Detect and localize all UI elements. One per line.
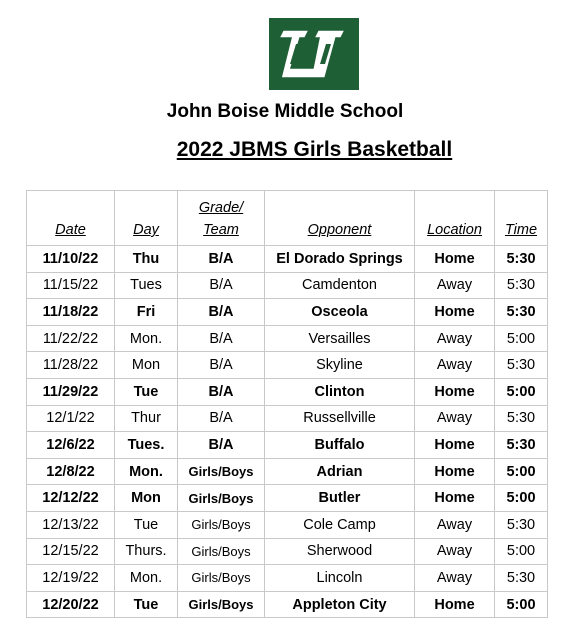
cell-time: 5:00 <box>495 325 548 352</box>
header-location: Location <box>415 191 495 246</box>
cell-opponent: Osceola <box>265 299 415 326</box>
school-logo <box>269 18 359 90</box>
cell-location: Away <box>415 565 495 592</box>
cell-location: Home <box>415 432 495 459</box>
cell-time: 5:30 <box>495 246 548 273</box>
cell-location: Away <box>415 511 495 538</box>
cell-time: 5:30 <box>495 565 548 592</box>
cell-opponent: Lincoln <box>265 565 415 592</box>
cell-team: Girls/Boys <box>178 565 265 592</box>
cell-day: Tue <box>115 378 178 405</box>
cell-opponent: Appleton City <box>265 591 415 618</box>
cell-date: 12/13/22 <box>27 511 115 538</box>
header-grade-team: Grade/ Team <box>178 191 265 246</box>
cell-time: 5:30 <box>495 511 548 538</box>
table-row <box>27 325 548 352</box>
cell-opponent: Cole Camp <box>265 511 415 538</box>
cell-opponent: Adrian <box>265 458 415 485</box>
cell-day: Tue <box>115 591 178 618</box>
cell-day: Mon. <box>115 325 178 352</box>
cell-day: Thurs. <box>115 538 178 565</box>
cell-day: Mon <box>115 352 178 379</box>
cell-team: Girls/Boys <box>178 511 265 538</box>
header-row <box>27 191 548 246</box>
cell-time: 5:00 <box>495 458 548 485</box>
cell-opponent: Sherwood <box>265 538 415 565</box>
cell-date: 12/12/22 <box>27 485 115 512</box>
cell-opponent: Camdenton <box>265 272 415 299</box>
cell-location: Away <box>415 352 495 379</box>
schedule-body <box>27 246 548 618</box>
header-date: Date <box>27 191 115 246</box>
table-row <box>27 299 548 326</box>
table-row <box>27 538 548 565</box>
cell-opponent: Buffalo <box>265 432 415 459</box>
cell-day: Mon. <box>115 565 178 592</box>
cell-day: Mon. <box>115 458 178 485</box>
table-row <box>27 352 548 379</box>
cell-location: Away <box>415 272 495 299</box>
cell-time: 5:30 <box>495 272 548 299</box>
cell-team: B/A <box>178 325 265 352</box>
table-row <box>27 591 548 618</box>
cell-location: Home <box>415 378 495 405</box>
cell-day: Thur <box>115 405 178 432</box>
cell-day: Tues. <box>115 432 178 459</box>
header-day: Day <box>115 191 178 246</box>
header-time: Time <box>495 191 548 246</box>
cell-opponent: El Dorado Springs <box>265 246 415 273</box>
header-opponent: Opponent <box>265 191 415 246</box>
cell-date: 12/20/22 <box>27 591 115 618</box>
cell-date: 11/15/22 <box>27 272 115 299</box>
table-row <box>27 565 548 592</box>
cell-opponent: Butler <box>265 485 415 512</box>
table-row <box>27 272 548 299</box>
cell-team: Girls/Boys <box>178 485 265 512</box>
cell-time: 5:00 <box>495 538 548 565</box>
cell-date: 11/29/22 <box>27 378 115 405</box>
cell-date: 11/18/22 <box>27 299 115 326</box>
table-row <box>27 485 548 512</box>
cell-opponent: Russellville <box>265 405 415 432</box>
cell-location: Away <box>415 325 495 352</box>
cell-location: Away <box>415 538 495 565</box>
cell-day: Thu <box>115 246 178 273</box>
cell-date: 12/1/22 <box>27 405 115 432</box>
jw-logo-icon <box>269 18 359 90</box>
cell-opponent: Versailles <box>265 325 415 352</box>
cell-team: Girls/Boys <box>178 591 265 618</box>
cell-time: 5:30 <box>495 299 548 326</box>
cell-location: Home <box>415 591 495 618</box>
cell-date: 11/22/22 <box>27 325 115 352</box>
cell-location: Home <box>415 246 495 273</box>
cell-opponent: Clinton <box>265 378 415 405</box>
table-row <box>27 458 548 485</box>
cell-date: 11/28/22 <box>27 352 115 379</box>
cell-day: Tues <box>115 272 178 299</box>
cell-location: Home <box>415 299 495 326</box>
cell-team: Girls/Boys <box>178 538 265 565</box>
table-row <box>27 511 548 538</box>
cell-day: Mon <box>115 485 178 512</box>
table-row <box>27 432 548 459</box>
cell-team: B/A <box>178 432 265 459</box>
cell-date: 12/15/22 <box>27 538 115 565</box>
cell-team: B/A <box>178 378 265 405</box>
schedule-table <box>26 190 548 618</box>
schedule-title: 2022 JBMS Girls Basketball <box>176 138 453 161</box>
cell-team: B/A <box>178 246 265 273</box>
table-row <box>27 246 548 273</box>
school-name: John Boise Middle School <box>166 101 404 122</box>
cell-day: Fri <box>115 299 178 326</box>
cell-team: B/A <box>178 272 265 299</box>
cell-date: 12/6/22 <box>27 432 115 459</box>
table-row <box>27 405 548 432</box>
cell-day: Tue <box>115 511 178 538</box>
cell-location: Away <box>415 405 495 432</box>
cell-time: 5:00 <box>495 591 548 618</box>
cell-time: 5:00 <box>495 378 548 405</box>
cell-location: Home <box>415 458 495 485</box>
cell-team: B/A <box>178 299 265 326</box>
cell-location: Home <box>415 485 495 512</box>
cell-team: B/A <box>178 405 265 432</box>
cell-opponent: Skyline <box>265 352 415 379</box>
cell-team: B/A <box>178 352 265 379</box>
cell-time: 5:00 <box>495 485 548 512</box>
cell-date: 12/8/22 <box>27 458 115 485</box>
table-row <box>27 378 548 405</box>
cell-date: 11/10/22 <box>27 246 115 273</box>
cell-time: 5:30 <box>495 432 548 459</box>
cell-team: Girls/Boys <box>178 458 265 485</box>
cell-time: 5:30 <box>495 405 548 432</box>
cell-date: 12/19/22 <box>27 565 115 592</box>
cell-time: 5:30 <box>495 352 548 379</box>
